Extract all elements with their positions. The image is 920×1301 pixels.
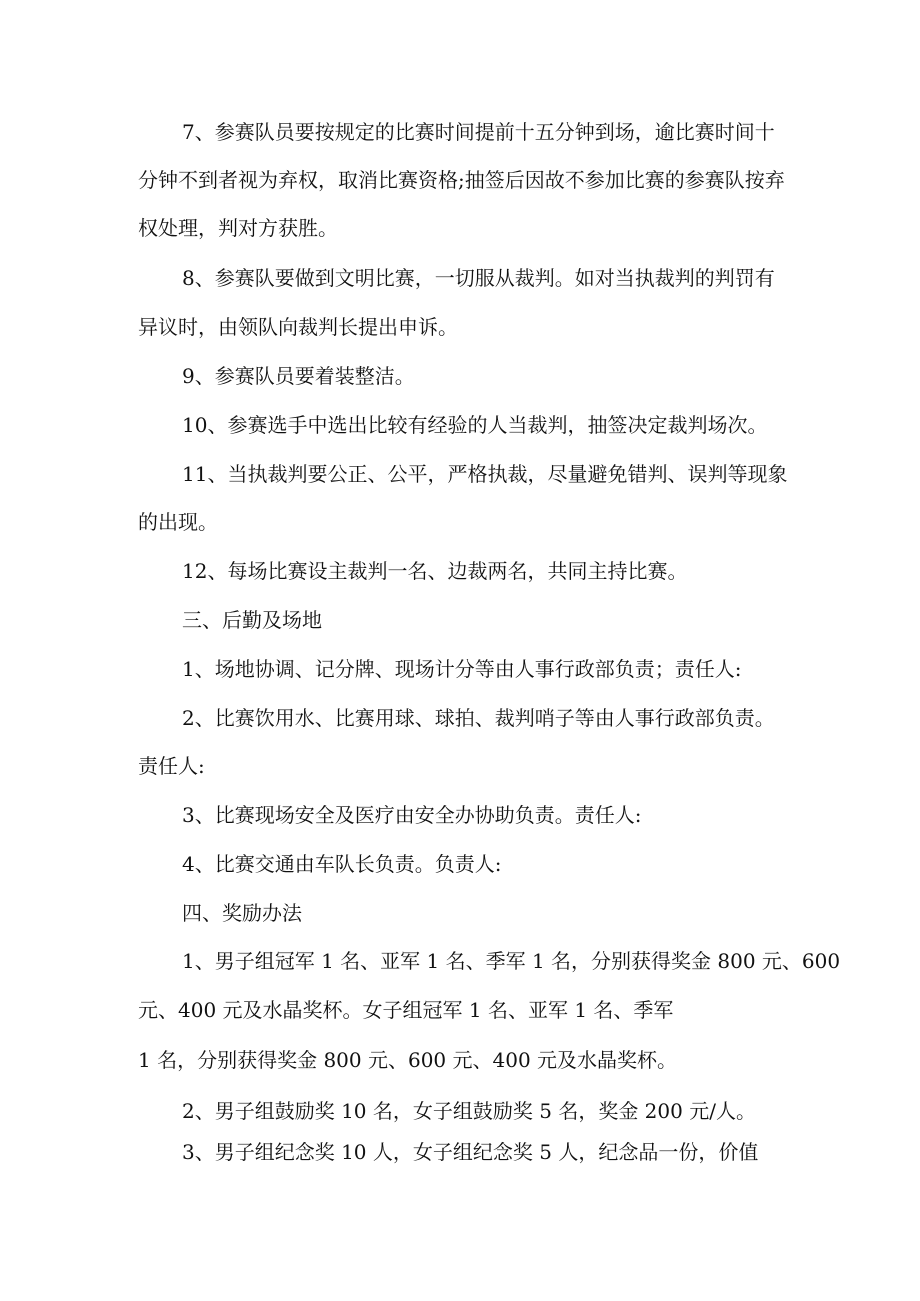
paragraph-9: 9、参赛队员要着装整洁。 [182, 364, 415, 388]
paragraph-11-line-2: 的出现。 [138, 510, 218, 534]
section-heading-awards: 四、奖励办法 [182, 901, 302, 925]
section-heading-logistics: 三、后勤及场地 [182, 608, 322, 632]
awards-item-1-line-2: 元、400 元及水晶奖杯。女子组冠军 1 名、亚军 1 名、季军 [138, 998, 674, 1022]
paragraph-10: 10、参赛选手中选出比较有经验的人当裁判，抽签决定裁判场次。 [182, 413, 768, 437]
logistics-item-2-line-2: 责任人: [138, 754, 205, 778]
paragraph-7-line-2: 分钟不到者视为弃权，取消比赛资格;抽签后因故不参加比赛的参赛队按弃 [138, 168, 785, 192]
logistics-item-3: 3、比赛现场安全及医疗由安全办协助负责。责任人: [182, 803, 642, 827]
logistics-item-1: 1、场地协调、记分牌、现场计分等由人事行政部负责；责任人: [182, 657, 742, 681]
paragraph-11-line-1: 11、当执裁判要公正、公平，严格执裁，尽量避免错判、误判等现象 [182, 462, 788, 486]
awards-item-3: 3、男子组纪念奖 10 人，女子组纪念奖 5 人，纪念品一份，价值 [182, 1140, 759, 1164]
paragraph-8-line-2: 异议时，由领队向裁判长提出申诉。 [138, 315, 458, 339]
paragraph-7-line-1: 7、参赛队员要按规定的比赛时间提前十五分钟到场，逾比赛时间十 [182, 120, 775, 144]
awards-item-1-line-1: 1、男子组冠军 1 名、亚军 1 名、季军 1 名，分别获得奖金 800 元、600 [182, 949, 841, 973]
logistics-item-4: 4、比赛交通由车队长负责。负责人: [182, 852, 502, 876]
paragraph-8-line-1: 8、参赛队要做到文明比赛，一切服从裁判。如对当执裁判的判罚有 [182, 266, 775, 290]
logistics-item-2-line-1: 2、比赛饮用水、比赛用球、球拍、裁判哨子等由人事行政部负责。 [182, 706, 775, 730]
awards-item-1-line-3: 1 名，分别获得奖金 800 元、600 元、400 元及水晶奖杯。 [138, 1048, 678, 1072]
awards-item-2: 2、男子组鼓励奖 10 名，女子组鼓励奖 5 名，奖金 200 元/人。 [182, 1099, 756, 1123]
paragraph-12: 12、每场比赛设主裁判一名、边裁两名，共同主持比赛。 [182, 559, 688, 583]
paragraph-7-line-3: 权处理，判对方获胜。 [138, 216, 338, 240]
